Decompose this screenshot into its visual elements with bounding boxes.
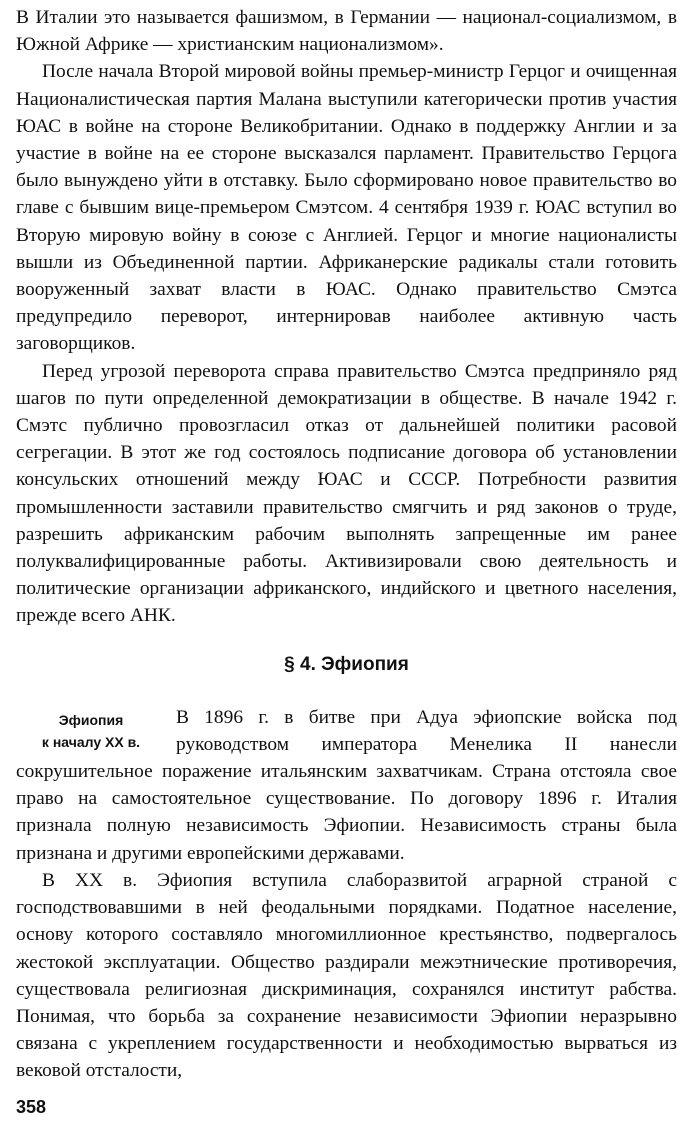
paragraph-continuation: В Италии это называется фашизмом, в Германии — национал-социализмом, в Южной Африке — христианским национализмом». [16, 7, 677, 56]
side-heading-line-2: к началу XX в. [41, 733, 141, 750]
page-number: 358 [16, 1097, 47, 1117]
side-heading [16, 709, 166, 753]
paragraph-ethiopia-20th-century: В XX в. Эфиопия вступила слаборазвитой аграрной страной с господствовавшими в ней феодальными порядками. Податное население, основу которого составляло многомиллионное крестьянство, подвергалось жестокой эксплуатации. Общество раздирали межэтнические противоречия, существовала религиозная дискриминация, сохранялся институт рабства. Понимая, что борьба за сохранение независимости Эфиопии неразрывно связана с укреплением государственности и необходимостью вырваться из вековой отсталости, [16, 869, 677, 1082]
paragraph-adwa: В 1896 г. в битве при Адуа эфиопские войска под руководством императора Менелика II нанесли сокрушительное поражение итальянским захватчикам. Страна отстояла свое право на самостоятельное существование. По договору 1896 г. Италия признала полную независимость Эфиопии. Независимость страны была признана и другими европейскими державами. [16, 706, 677, 864]
paragraph-democratization: Перед угрозой переворота справа правительство Смэтса предприняло ряд шагов по пути определенной демократизации в обществе. В начале 1942 г. Смэтс публично провозгласил отказ от дальнейшей политики расовой сегрегации. В этот же год состоялось подписание договора об установлении консульских отношений между ЮАС и СССР. Потребности развития промышленности заставили правительство смягчить и ряд законов о труде, разрешить африканским рабочим выполнять запрещенные им ранее полуквалифицированные работы. Активизировали свою деятельность и политические организации африканского, индийского и цветного населения, прежде всего АНК. [16, 360, 677, 627]
section-heading: § 4. Эфиопия [284, 653, 409, 675]
paragraph-war-outbreak: После начала Второй мировой войны премьер-министр Герцог и очищенная Националистическая партия Малана выступили категорически против участия ЮАС в войне на стороне Великобритании. Однако в поддержку Англии и за участие в войне на ее стороне высказался парламент. Правительство Герцога было вынуждено уйти в отставку. Было сформировано новое правительство во главе с бывшим вице-премьером Смэтсом. 4 сентября 1939 г. ЮАС вступил во Вторую мировую войну в союзе с Англией. Герцог и многие националисты вышли из Объединенной партии. Африканерские радикалы стали готовить вооруженный захват власти в ЮАС. Однако правительство Смэтса предупредило переворот, интернировав наиболее активную часть заговорщиков. [16, 61, 677, 355]
page-content [16, 4, 677, 1085]
side-heading-line-1: Эфиопия [58, 711, 124, 728]
